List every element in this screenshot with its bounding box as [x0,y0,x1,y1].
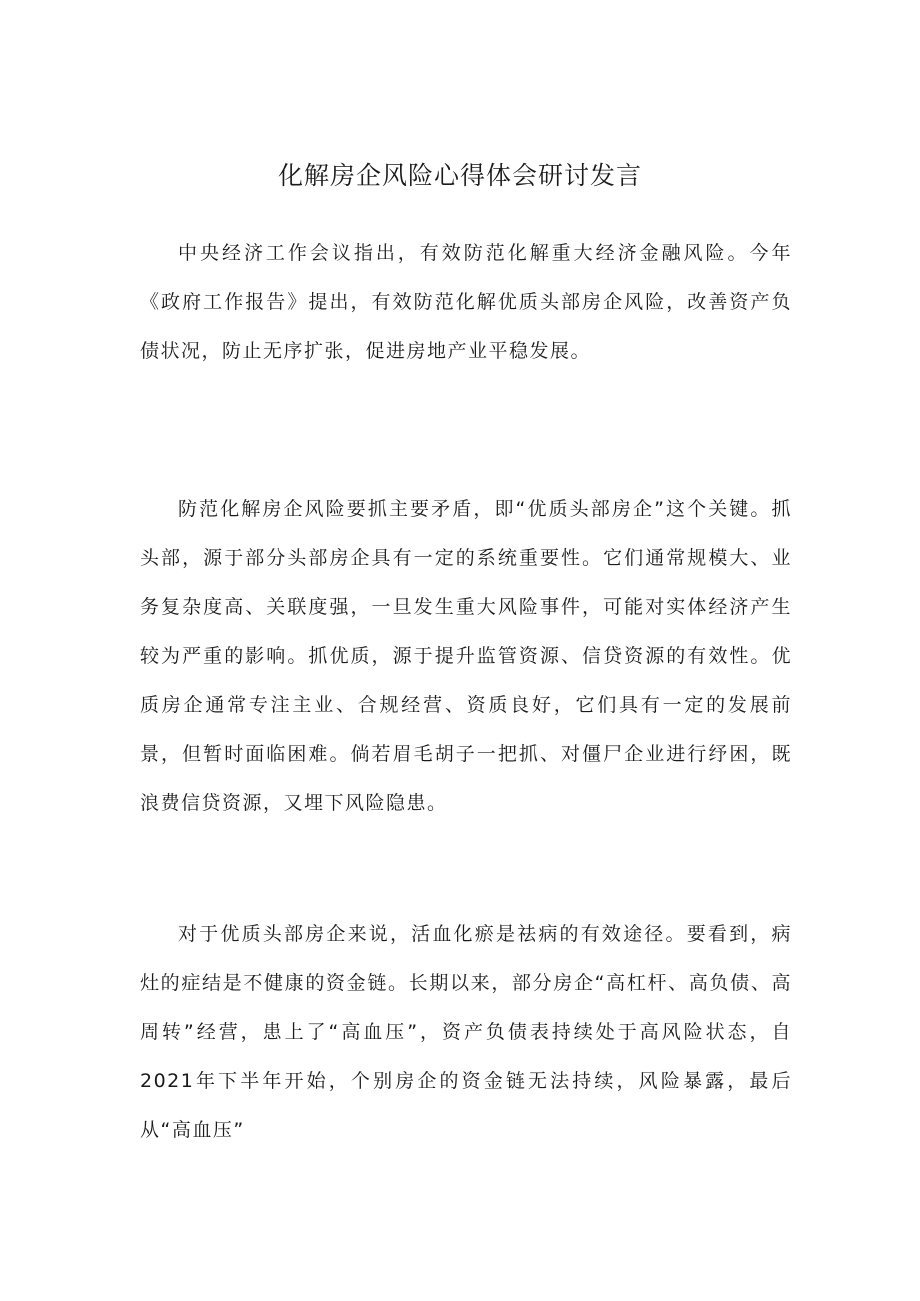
paragraph-2: 防范化解房企风险要抓主要矛盾，即“优质头部房企”这个关键。抓头部，源于部分头部房企具有一定的系统重要性。它们通常规模大、业务复杂度高、关联度强，一旦发生重大风险事件，可能对实体经济产生较为严重的影响。抓优质，源于提升监管资源、信贷资源的有效性。优质房企通常专注主业、合规经营、资质良好，它们具有一定的发展前景，但暂时面临困难。倘若眉毛胡子一把抓、对僵尸企业进行纾困，既浪费信贷资源，又埋下风险隐患。 [140,498,792,814]
paragraph-1: 中央经济工作会议指出，有效防范化解重大经济金融风险。今年《政府工作报告》提出，有效防范化解优质头部房企风险，改善资产负债状况，防止无序扩张，促进房地产业平稳发展。 [140,242,792,362]
paragraph-3: 对于优质头部房企来说，活血化瘀是祛病的有效途径。要看到，病灶的症结是不健康的资金链。长期以来，部分房企“高杠杆、高负债、高周转”经营，患上了“高血压”，资产负债表持续处于高风险状态，自2021年下半年开始，个别房企的资金链无法持续，风险暴露，最后从“高血压” [140,923,792,1141]
document-title: 化解房企风险心得体会研讨发言 [277,161,642,190]
